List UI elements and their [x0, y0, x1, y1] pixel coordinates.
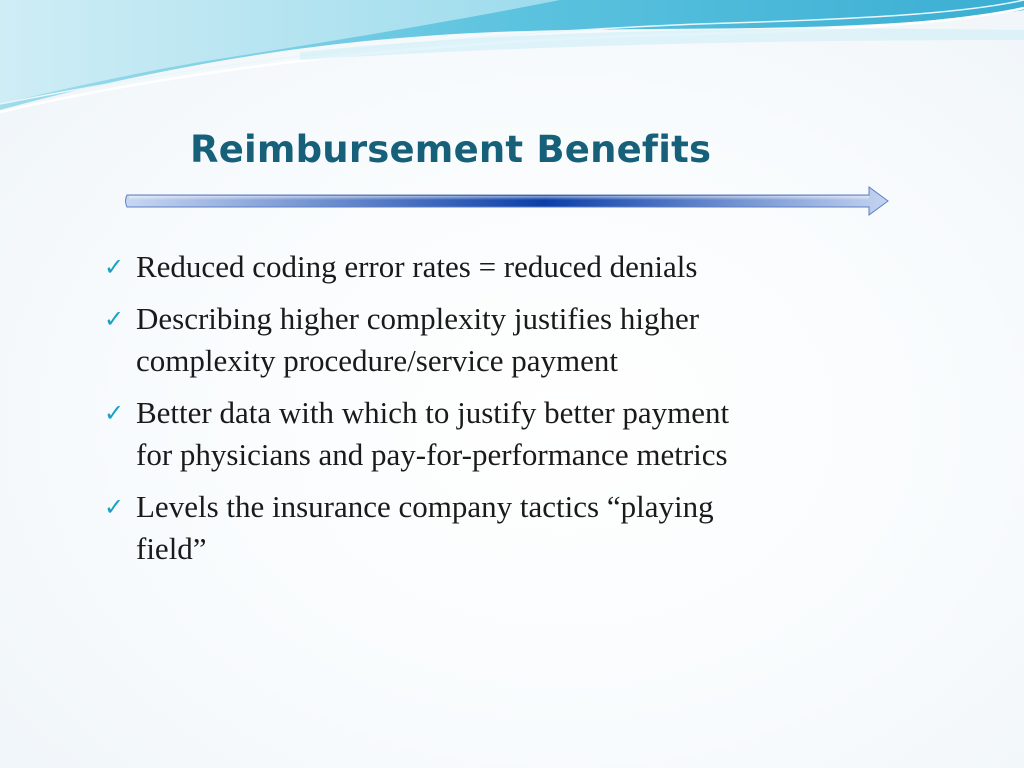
list-item: [104, 298, 904, 382]
bullet-text: Levels the insurance company tactics “playing field”: [136, 489, 714, 566]
checkmark-icon: ✓: [104, 493, 125, 521]
bullet-text: Reduced coding error rates = reduced denials: [136, 249, 698, 284]
decorative-wave-banner: [0, 0, 1024, 130]
list-item: [104, 246, 904, 288]
checkmark-icon: ✓: [104, 399, 125, 427]
title-divider-arrow: [124, 184, 892, 218]
list-item: [104, 486, 904, 570]
bullet-text: Better data with which to justify better payment for physicians and pay-for-performance metrics: [136, 395, 730, 472]
slide-title: Reimbursement Benefits: [190, 128, 712, 171]
bullet-text: Describing higher complexity justifies higher complexity procedure/service payment: [136, 301, 700, 378]
checkmark-icon: ✓: [104, 253, 125, 281]
list-item: [104, 392, 904, 476]
checkmark-icon: ✓: [104, 305, 125, 333]
bullet-list: [104, 246, 904, 580]
